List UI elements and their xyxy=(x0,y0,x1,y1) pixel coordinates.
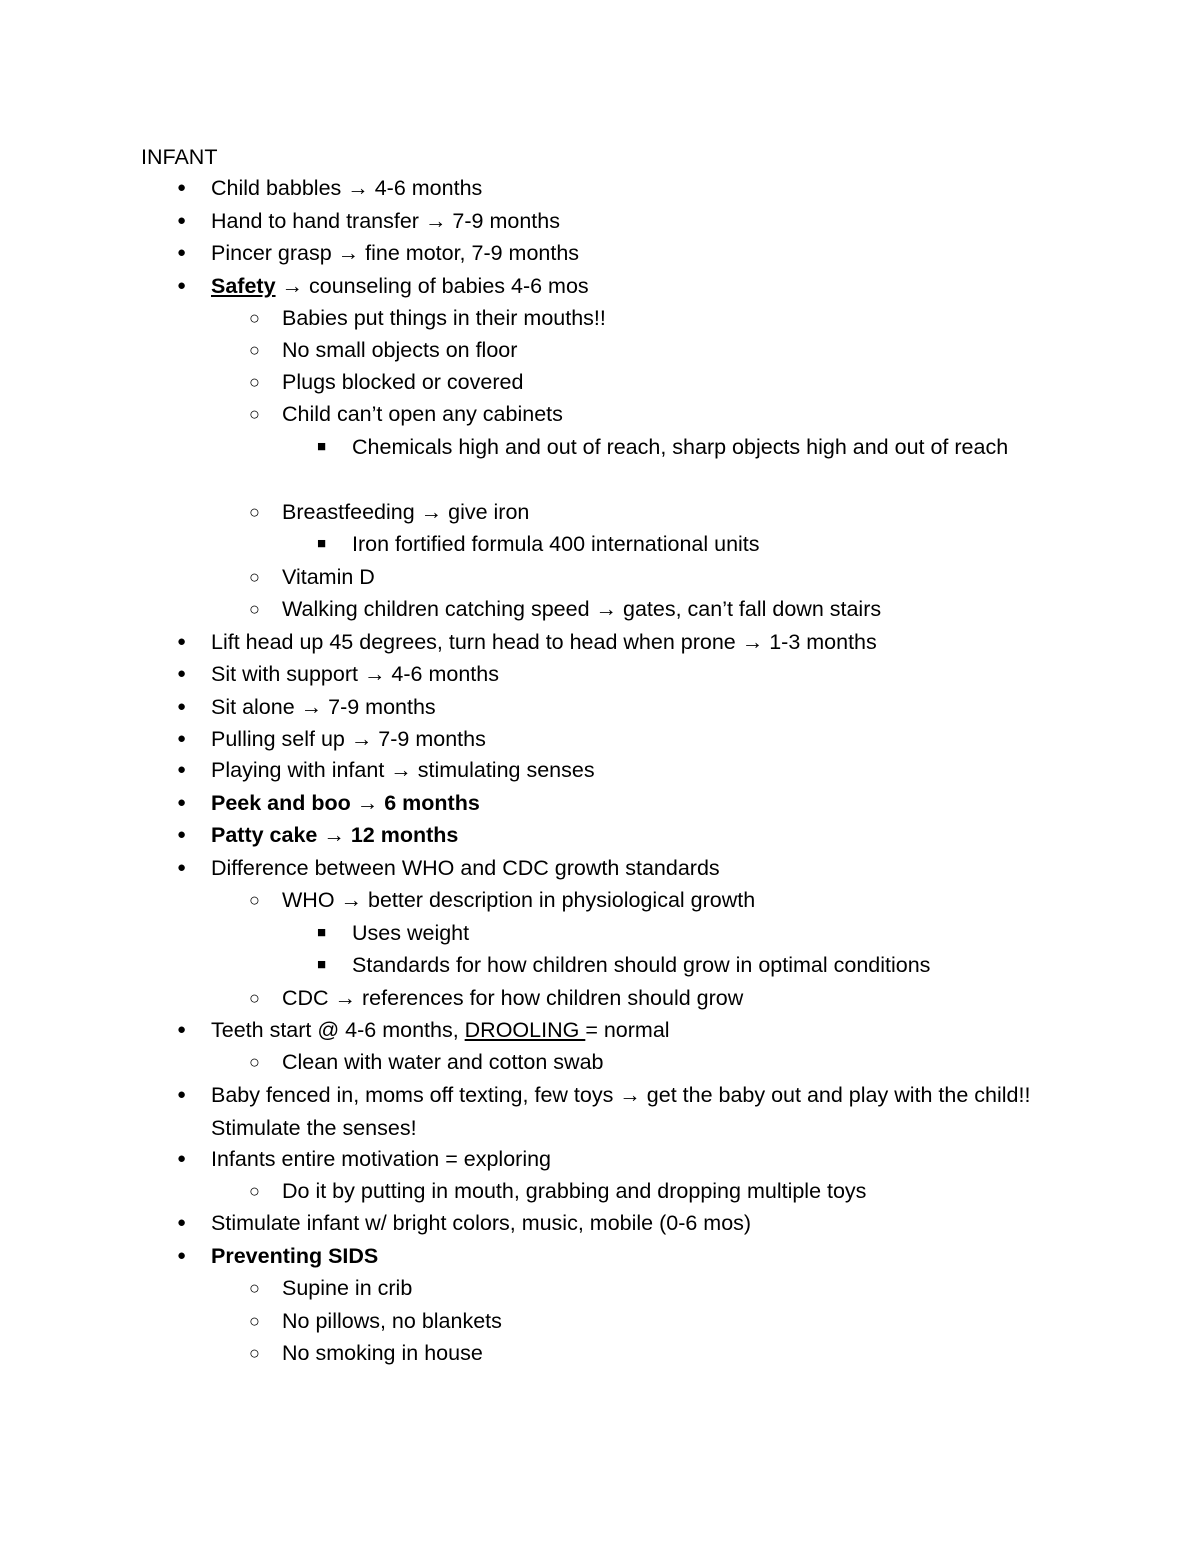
list-item xyxy=(249,884,756,917)
bullet-icon: ● xyxy=(177,665,187,682)
bullet-icon: ● xyxy=(177,794,187,811)
list-item xyxy=(177,658,499,691)
bullet-icon: ○ xyxy=(249,599,260,619)
bullet-icon: ○ xyxy=(249,890,260,910)
list-item xyxy=(177,1014,670,1047)
list-item xyxy=(177,691,436,724)
list-item xyxy=(177,1240,379,1273)
list-item xyxy=(249,302,606,335)
list-item xyxy=(177,1207,752,1240)
bullet-icon: ○ xyxy=(249,1052,260,1072)
bullet-icon: ● xyxy=(177,698,187,715)
list-item-text: Iron fortified formula 400 international units xyxy=(352,532,760,556)
bullet-icon: ○ xyxy=(249,502,260,522)
bullet-icon: ○ xyxy=(249,1181,260,1201)
bullet-icon: ● xyxy=(177,277,187,294)
bullet-icon: ● xyxy=(177,179,187,196)
list-item xyxy=(249,593,882,626)
list-item xyxy=(177,237,580,270)
list-item xyxy=(249,1305,502,1338)
list-item xyxy=(249,982,744,1015)
list-item-text: Patty cake → 12 months xyxy=(211,823,459,847)
bullet-icon: ○ xyxy=(249,1311,260,1331)
list-item-text: Supine in crib xyxy=(282,1276,413,1300)
drooling-text: DROOLING xyxy=(464,1018,586,1042)
list-item-text: Do it by putting in mouth, grabbing and dropping multiple toys xyxy=(282,1179,867,1203)
list-item-text: = normal xyxy=(585,1018,670,1042)
bullet-icon: ● xyxy=(177,859,187,876)
bullet-icon: ○ xyxy=(249,567,260,587)
list-item-text: Babies put things in their mouths!! xyxy=(282,306,606,330)
list-item xyxy=(249,561,375,594)
bullet-icon: ○ xyxy=(249,340,260,360)
list-item xyxy=(177,754,595,787)
list-item-text: Preventing SIDS xyxy=(211,1244,379,1268)
bullet-icon: ■ xyxy=(317,535,327,552)
list-item xyxy=(249,366,524,399)
list-item-text: Teeth start @ 4-6 months, xyxy=(211,1018,465,1042)
list-item-text: Hand to hand transfer → 7-9 months xyxy=(211,209,560,233)
list-item-text: Clean with water and cotton swab xyxy=(282,1050,604,1074)
list-item xyxy=(249,334,518,367)
list-item-text: Standards for how children should grow in optimal conditions xyxy=(352,953,931,977)
list-item xyxy=(177,626,877,659)
list-item-text: → counseling of babies 4-6 mos xyxy=(275,274,589,298)
list-item-text: Lift head up 45 degrees, turn head to head when prone → 1-3 months xyxy=(211,630,877,654)
list-item xyxy=(249,398,563,431)
list-item xyxy=(249,1046,604,1079)
list-item xyxy=(317,917,470,950)
bullet-icon: ● xyxy=(177,730,187,747)
bullet-icon: ● xyxy=(177,633,187,650)
list-item xyxy=(177,723,486,756)
list-item-text: Plugs blocked or covered xyxy=(282,370,524,394)
list-item xyxy=(177,819,459,852)
list-item-text: Walking children catching speed → gates, can’t fall down stairs xyxy=(282,597,882,621)
list-item-text: Chemicals high and out of reach, sharp objects high and out of reach xyxy=(352,435,1009,459)
bullet-icon: ● xyxy=(177,212,187,229)
bullet-icon: ■ xyxy=(317,924,327,941)
list-item-text: Breastfeeding → give iron xyxy=(282,500,530,524)
list-item xyxy=(249,496,530,529)
list-item-text: Child babbles → 4-6 months xyxy=(211,176,483,200)
list-item xyxy=(249,1337,483,1370)
bullet-icon: ● xyxy=(177,1214,187,1231)
list-item-text: Pulling self up → 7-9 months xyxy=(211,727,486,751)
bullet-icon: ● xyxy=(177,761,187,778)
list-item-text: Baby fenced in, moms off texting, few toys → get the baby out and play with the child!! Stimulate the senses! xyxy=(211,1083,1031,1140)
list-item-text: Child can’t open any cabinets xyxy=(282,402,563,426)
list-item-text: Stimulate infant w/ bright colors, music, mobile (0-6 mos) xyxy=(211,1211,752,1235)
list-item xyxy=(317,528,760,561)
list-item-text: Infants entire motivation = exploring xyxy=(211,1147,552,1171)
document-title: INFANT xyxy=(141,145,218,169)
list-item xyxy=(317,949,931,982)
list-item-text: Pincer grasp → fine motor, 7-9 months xyxy=(211,241,580,265)
list-item xyxy=(177,172,483,205)
bullet-icon: ○ xyxy=(249,404,260,424)
list-item-text: Difference between WHO and CDC growth standards xyxy=(211,856,720,880)
list-item-text: Playing with infant → stimulating senses xyxy=(211,758,595,782)
bullet-icon: ● xyxy=(177,1247,187,1264)
list-item-text: Sit alone → 7-9 months xyxy=(211,695,436,719)
list-item xyxy=(177,270,589,303)
list-item-text: WHO → better description in physiological growth xyxy=(282,888,756,912)
safety-heading: Safety xyxy=(211,274,276,298)
list-item xyxy=(177,1143,552,1176)
bullet-icon: ■ xyxy=(317,956,327,973)
bullet-icon: ○ xyxy=(249,988,260,1008)
bullet-icon: ■ xyxy=(317,438,327,455)
bullet-icon: ○ xyxy=(249,1278,260,1298)
bullet-icon: ○ xyxy=(249,372,260,392)
list-item-text: No pillows, no blankets xyxy=(282,1309,502,1333)
list-item xyxy=(177,852,720,885)
list-item xyxy=(317,431,1022,464)
bullet-icon: ○ xyxy=(249,308,260,328)
bullet-icon: ● xyxy=(177,244,187,261)
list-item xyxy=(177,1079,1061,1144)
bullet-icon: ● xyxy=(177,1021,187,1038)
bullet-icon: ● xyxy=(177,1150,187,1167)
list-item-text: Peek and boo → 6 months xyxy=(211,791,480,815)
list-item xyxy=(249,1272,413,1305)
bullet-icon: ● xyxy=(177,1086,187,1103)
bullet-icon: ● xyxy=(177,826,187,843)
list-item-text: Vitamin D xyxy=(282,565,375,589)
bullet-icon: ○ xyxy=(249,1343,260,1363)
list-item xyxy=(177,787,480,820)
list-item xyxy=(249,1175,867,1208)
list-item-text: No small objects on floor xyxy=(282,338,518,362)
list-item xyxy=(177,205,560,238)
list-item-text: CDC → references for how children should grow xyxy=(282,986,744,1010)
list-item-text: Sit with support → 4-6 months xyxy=(211,662,499,686)
list-item-text: Uses weight xyxy=(352,921,470,945)
list-item-text: No smoking in house xyxy=(282,1341,483,1365)
